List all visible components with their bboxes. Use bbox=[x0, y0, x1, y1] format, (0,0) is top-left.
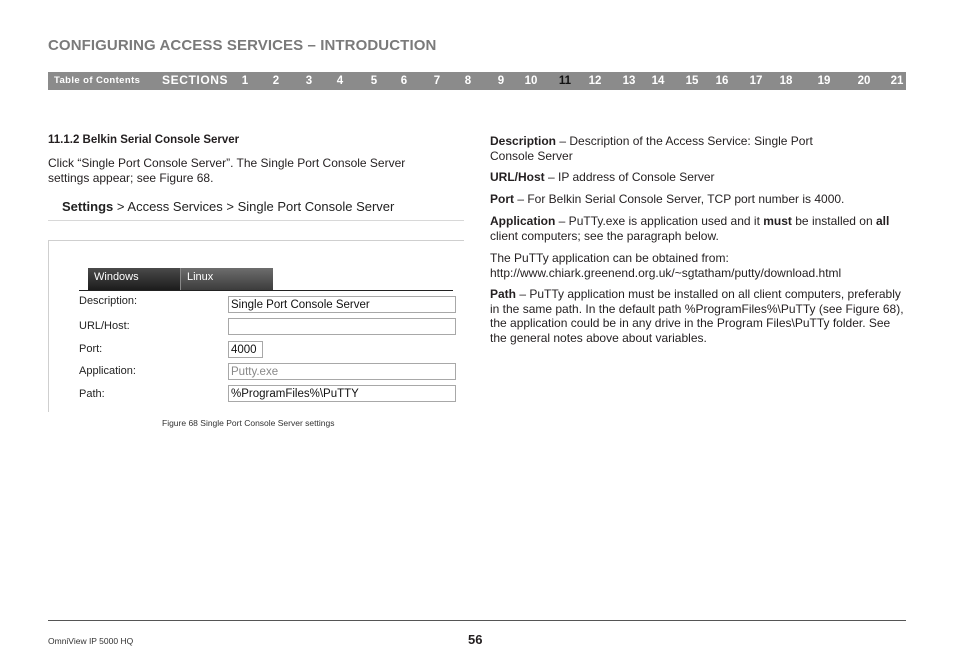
page-title: CONFIGURING ACCESS SERVICES – INTRODUCTION bbox=[48, 37, 437, 54]
section-link-17[interactable]: 17 bbox=[749, 75, 763, 87]
description-field[interactable] bbox=[228, 296, 456, 313]
application-label: Application: bbox=[79, 365, 136, 377]
port-definition: Port – For Belkin Serial Console Server, TCP port number is 4000. bbox=[490, 192, 845, 206]
footer-product-name: OmniView IP 5000 HQ bbox=[48, 636, 134, 646]
port-field[interactable] bbox=[228, 341, 263, 358]
section-nav-bar bbox=[48, 72, 906, 90]
tab-underline bbox=[79, 290, 453, 291]
urlhost-field[interactable] bbox=[228, 318, 456, 335]
section-link-9[interactable]: 9 bbox=[497, 75, 505, 87]
section-link-2[interactable]: 2 bbox=[272, 75, 280, 87]
section-link-8[interactable]: 8 bbox=[464, 75, 472, 87]
section-link-18[interactable]: 18 bbox=[779, 75, 793, 87]
path-field[interactable] bbox=[228, 385, 456, 402]
figure-breadcrumb bbox=[62, 199, 394, 214]
section-link-20[interactable]: 20 bbox=[857, 75, 871, 87]
section-link-12[interactable]: 12 bbox=[588, 75, 602, 87]
section-link-3[interactable]: 3 bbox=[305, 75, 313, 87]
tab-windows[interactable]: Windows bbox=[88, 268, 180, 290]
section-link-10[interactable]: 10 bbox=[524, 75, 538, 87]
path-definition: Path – PuTTy application must be installed on all client computers, preferably in the same path. In the default path %ProgramFiles%\PuTTy (see Figure 68), the application could be in any drive in the Program Files\PuTTy folder. See the general notes above about variables. bbox=[490, 287, 904, 345]
putty-download-text: The PuTTy application can be obtained from: http://www.chiark.greenend.org.uk/~sgtatham/putty/download.html bbox=[490, 251, 842, 280]
section-link-19[interactable]: 19 bbox=[817, 75, 831, 87]
section-heading: 11.1.2 Belkin Serial Console Server bbox=[48, 134, 240, 146]
section-link-13[interactable]: 13 bbox=[622, 75, 636, 87]
section-link-5[interactable]: 5 bbox=[370, 75, 378, 87]
urlhost-definition: URL/Host – IP address of Console Server bbox=[490, 170, 715, 184]
section-link-15[interactable]: 15 bbox=[685, 75, 699, 87]
sections-label: SECTIONS bbox=[162, 73, 229, 87]
tab-linux[interactable]: Linux bbox=[180, 268, 273, 290]
section-link-7[interactable]: 7 bbox=[433, 75, 441, 87]
application-definition: Application – PuTTy.exe is application used and it must be installed on all client computers; see the paragraph below. bbox=[490, 214, 890, 243]
section-link-16[interactable]: 16 bbox=[715, 75, 729, 87]
description-definition: Description – Description of the Access Service: Single Port Console Server bbox=[490, 134, 813, 163]
application-field[interactable] bbox=[228, 363, 456, 380]
description-label: Description: bbox=[79, 295, 138, 307]
figure-caption: Figure 68 Single Port Console Server settings bbox=[162, 418, 335, 428]
section-link-1[interactable]: 1 bbox=[241, 75, 249, 87]
breadcrumb-path: > Access Services > Single Port Console Server bbox=[113, 199, 395, 214]
page-number: 56 bbox=[468, 632, 483, 647]
putty-download-url[interactable]: http://www.chiark.greenend.org.uk/~sgtatham/putty/download.html bbox=[490, 265, 842, 280]
path-label: Path: bbox=[79, 388, 105, 400]
footer-divider bbox=[48, 620, 906, 621]
breadcrumb-settings: Settings bbox=[62, 199, 114, 214]
panel-top-border bbox=[48, 240, 464, 241]
section-link-14[interactable]: 14 bbox=[651, 75, 665, 87]
urlhost-label: URL/Host: bbox=[79, 320, 130, 332]
panel-left-border bbox=[48, 240, 49, 412]
intro-paragraph: Click “Single Port Console Server”. The Single Port Console Server settings appear; see Figure 68. bbox=[48, 156, 406, 185]
breadcrumb-divider bbox=[48, 220, 464, 221]
section-link-6[interactable]: 6 bbox=[400, 75, 408, 87]
table-of-contents-link[interactable]: Table of Contents bbox=[54, 75, 141, 86]
section-link-11-current[interactable]: 11 bbox=[558, 75, 572, 87]
section-link-21[interactable]: 21 bbox=[890, 75, 904, 87]
port-label: Port: bbox=[79, 343, 103, 355]
section-link-4[interactable]: 4 bbox=[336, 75, 344, 87]
